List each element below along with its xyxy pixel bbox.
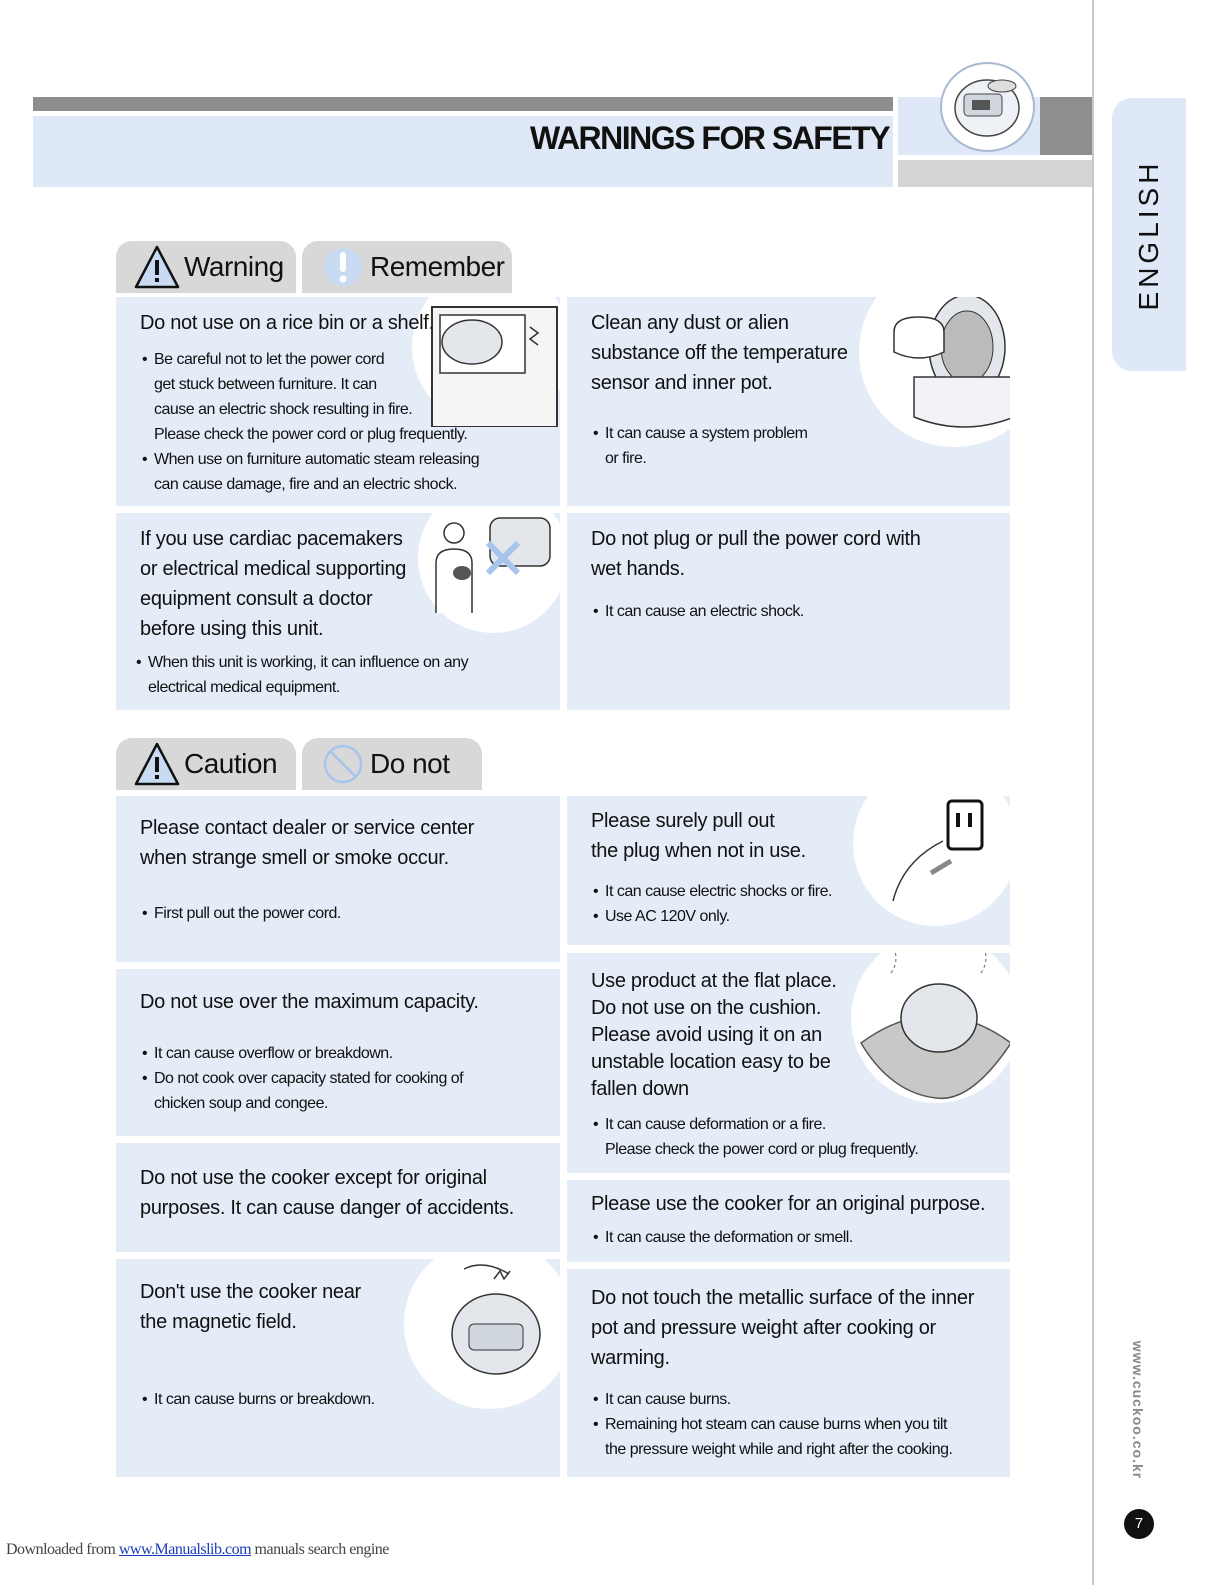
panel-original-purpose-2-bullets: [591, 1225, 853, 1250]
inner-pot-illustration: [859, 297, 1010, 447]
title-line: or electrical medical supporting: [140, 558, 407, 580]
title-line: the magnetic field.: [140, 1311, 297, 1333]
page-title: WARNINGS FOR SAFETY: [530, 120, 890, 156]
panel-wet-hands-title: [591, 524, 921, 584]
panel-flat-place-title: [591, 968, 837, 1103]
title-line: wet hands.: [591, 558, 685, 580]
panel-magnetic-bullets: [140, 1387, 375, 1412]
warning-triangle-icon: [134, 244, 180, 290]
title-line: Please avoid using it on an: [591, 1024, 822, 1046]
list-item: the pressure weight while and right after the cooking.: [605, 1441, 953, 1458]
panel-pacemaker-bullets: [134, 650, 468, 700]
panel-rice-bin-bullets: [140, 347, 479, 497]
title-line: If you use cardiac pacemakers: [140, 528, 403, 550]
pacemaker-illustration: [418, 513, 560, 633]
panel-pacemaker: [116, 513, 560, 710]
list-item: electrical medical equipment.: [148, 679, 340, 696]
list-item: • It can cause a system problem: [591, 421, 807, 446]
page-number: 7: [1124, 1509, 1154, 1539]
panel-pull-plug-bullets: [591, 879, 832, 929]
manualslib-link[interactable]: www.Manualslib.com: [118, 1541, 252, 1558]
list-item: • It can cause deformation or a fire.: [591, 1112, 918, 1137]
tab-warning-label: Warning: [184, 251, 284, 282]
panel-wet-hands: [567, 513, 1010, 710]
list-item: • When this unit is working, it can influence on any: [134, 650, 468, 675]
panel-original-purpose-2: [567, 1180, 1010, 1262]
footer-suffix: manuals search engine: [251, 1541, 389, 1558]
panel-wet-hands-bullets: [591, 599, 804, 624]
list-item: • First pull out the power cord.: [140, 901, 341, 926]
panel-rice-bin-title: Do not use on a rice bin or a shelf.: [140, 312, 434, 334]
cushion-illustration: [851, 953, 1010, 1103]
title-line: pot and pressure weight after cooking or: [591, 1317, 936, 1339]
list-item: • When use on furniture automatic steam releasing: [140, 447, 479, 472]
panel-capacity-bullets: [140, 1041, 463, 1116]
list-item: • It can cause the deformation or smell.: [591, 1225, 853, 1250]
tab-caution: [116, 738, 296, 790]
title-line: purposes. It can cause danger of accidents.: [140, 1197, 515, 1219]
panel-dust-title: [591, 308, 848, 398]
title-line: Do not use the cooker except for original: [140, 1167, 487, 1189]
header-bar-top: [33, 97, 893, 111]
title-line: equipment consult a doctor: [140, 588, 373, 610]
title-line: sensor and inner pot.: [591, 372, 773, 394]
panel-magnetic: [116, 1259, 560, 1477]
title-line: before using this unit.: [140, 618, 324, 640]
tab-do-not: [302, 738, 482, 790]
rice-cooker-icon: [940, 62, 1035, 152]
panel-original-purpose-1-title: [140, 1163, 514, 1223]
title-line: Use product at the flat place.: [591, 970, 837, 992]
title-line: Do not touch the metallic surface of the inner: [591, 1287, 975, 1309]
panel-original-purpose-1: [116, 1143, 560, 1252]
panel-dust: [567, 297, 1010, 506]
panel-smell-bullets: [140, 901, 341, 926]
website-url: www.cuckoo.co.kr: [1130, 1340, 1146, 1480]
title-line: Please contact dealer or service center: [140, 817, 475, 839]
plug-illustration: [853, 796, 1010, 926]
list-item: • Do not cook over capacity stated for cooking of: [140, 1066, 463, 1091]
title-line: when strange smell or smoke occur.: [140, 847, 449, 869]
title-line: Don't use the cooker near: [140, 1281, 361, 1303]
tab-remember: [302, 241, 512, 293]
header-bar-top-right: [1040, 97, 1092, 155]
list-item: • It can cause overflow or breakdown.: [140, 1041, 463, 1066]
tab-caution-label: Caution: [184, 748, 278, 779]
title-line: Do not plug or pull the power cord with: [591, 528, 921, 550]
panel-rice-bin: [116, 297, 560, 506]
header-bar-bottom: [898, 160, 1092, 187]
title-line: fallen down: [591, 1078, 689, 1100]
language-tab-label: ENGLISH: [1133, 159, 1164, 311]
title-line: warming.: [591, 1347, 670, 1369]
panel-original-purpose-2-title: Please use the cooker for an original purpose.: [591, 1193, 986, 1215]
list-item: • Be careful not to let the power cord: [140, 347, 479, 372]
list-item: • It can cause burns.: [591, 1387, 952, 1412]
tab-remember-label: Remember: [370, 251, 505, 282]
list-item: • It can cause an electric shock.: [591, 599, 804, 624]
list-item: • It can cause burns or breakdown.: [140, 1387, 375, 1412]
title-line: Please surely pull out: [591, 810, 775, 832]
panel-magnetic-title: [140, 1277, 361, 1337]
title-line: Clean any dust or alien: [591, 312, 789, 334]
list-item: • Use AC 120V only.: [591, 904, 832, 929]
panel-smell-title: [140, 813, 474, 873]
warning-triangle-icon: [134, 741, 180, 787]
list-item: • Remaining hot steam can cause burns when you tilt: [591, 1412, 952, 1437]
panel-pull-plug: [567, 796, 1010, 945]
panel-flat-place: [567, 953, 1010, 1173]
title-line: the plug when not in use.: [591, 840, 806, 862]
prohibited-icon: [320, 741, 366, 787]
panel-capacity-title: Do not use over the maximum capacity.: [140, 991, 479, 1013]
list-item: cause an electric shock resulting in fire.: [154, 401, 413, 418]
panel-metal-surface-title: [591, 1283, 974, 1373]
panel-smell: [116, 796, 560, 962]
footer-prefix: Downloaded from: [6, 1541, 119, 1558]
list-item: or fire.: [605, 450, 647, 467]
magnetic-illustration: [404, 1259, 560, 1409]
list-item: chicken soup and congee.: [154, 1095, 328, 1112]
list-item: can cause damage, fire and an electric shock.: [154, 476, 458, 493]
tab-do-not-label: Do not: [370, 748, 450, 779]
panel-metal-surface: [567, 1269, 1010, 1477]
exclamation-icon: [320, 244, 366, 290]
list-item: • It can cause electric shocks or fire.: [591, 879, 832, 904]
panel-pull-plug-title: [591, 806, 806, 866]
panel-metal-surface-bullets: [591, 1387, 952, 1462]
panel-capacity: [116, 969, 560, 1136]
title-line: substance off the temperature: [591, 342, 848, 364]
panel-dust-bullets: [591, 421, 807, 471]
right-border-rule: [1092, 0, 1094, 1585]
panel-pacemaker-title: [140, 524, 406, 644]
panel-flat-place-bullets: [591, 1112, 918, 1162]
list-item: get stuck between furniture. It can: [154, 376, 377, 393]
tab-warning: [116, 241, 296, 293]
download-footer: [6, 1541, 389, 1559]
list-item: Please check the power cord or plug frequently.: [605, 1141, 919, 1158]
title-line: unstable location easy to be: [591, 1051, 831, 1073]
title-line: Do not use on the cushion.: [591, 997, 822, 1019]
list-item: Please check the power cord or plug frequently.: [154, 426, 468, 443]
